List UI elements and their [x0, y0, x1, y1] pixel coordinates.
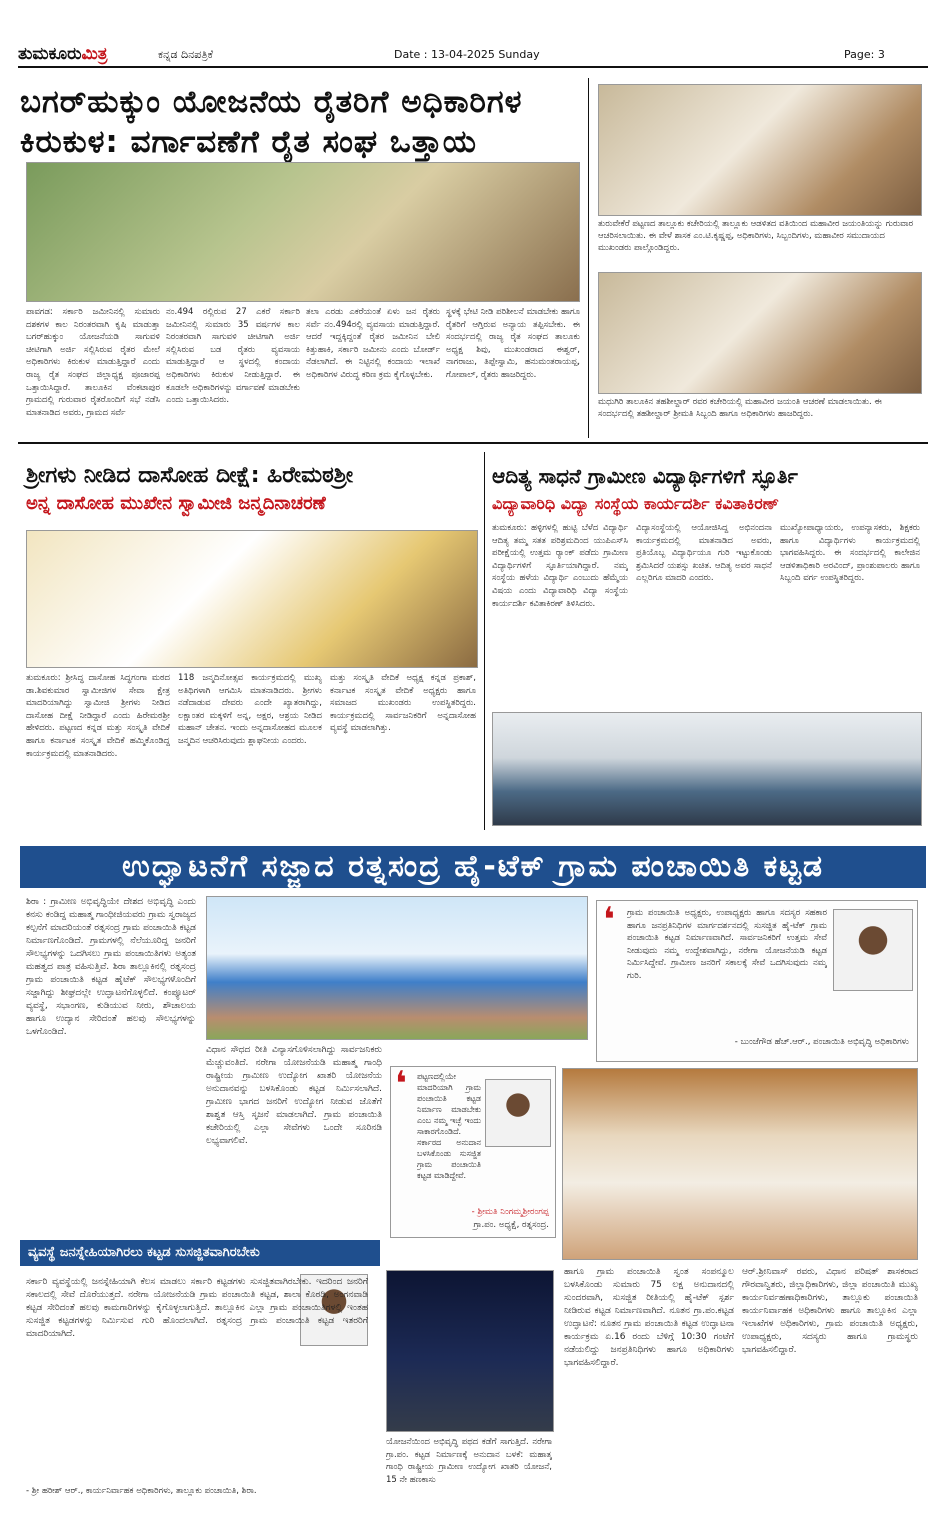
farmers-group-photo [26, 162, 580, 302]
story1-headline: ಬಗರ್‌ಹುಕ್ಕುಂ ಯೋಜನೆಯ ರೈತರಿಗೆ ಅಧಿಕಾರಿಗಳ ಕಿರುಕುಳ: ವರ್ಗಾವಣೆಗೆ ರೈತ ಸಂಘ ಒತ್ತಾಯ [20, 84, 523, 160]
story4-col2: ವಿಧಾನ ಸೌಧದ ರೀತಿ ವಿನ್ಯಾಸಗೊಳಿಸಲಾಗಿದ್ದು ಸಾರ್ವಜನಿಕರು ಮೆಚ್ಚುವಂತಿದೆ. ನರೇಗಾ ಯೋಜನೆಯಡಿ ಮಹಾತ್ಮ ಗಾಂಧಿ ರಾಷ್ಟ್ರೀಯ ಗ್ರಾಮೀಣ ಉದ್ಯೋಗ ಖಾತರಿ ಯೋಜನೆಯ ಅನುದಾನವನ್ನು ಬಳಸಿಕೊಂಡು ಕಟ್ಟಡ ನಿರ್ಮಿಸಲಾಗಿದೆ. ಗ್ರಾಮೀಣ ಭಾಗದ ಜನರಿಗೆ ಉದ್ಯೋಗ ನೀಡುವ ಜೊತೆಗೆ ಶಾಶ್ವತ ಆಸ್ತಿ ಸೃಜನೆ ಮಾಡಲಾಗಿದೆ. ಗ್ರಾಮ ಪಂಚಾಯಿತಿ ಕಚೇರಿಯಲ್ಲಿ ಎಲ್ಲಾ ಸೇವೆಗಳು ಒಂದೇ ಸೂರಿನಡಿ ಲಭ್ಯವಾಗಲಿವೆ. [206, 1045, 382, 1146]
story1-col3: ತಲಾ ಎರಡು ಎಕರೆಯಂತೆ ಏಳು ಜನ ರೈತರು ಸರ್ವೆ ನಂ.494ರಲ್ಲಿ ವ್ಯವಸಾಯ ಮಾಡುತ್ತಿದ್ದಾರೆ. ಆದರೆ ಇದ್ದಕ್ಕಿದ್ದಂತೆ ರೈತರ ಜಮೀನಿನ ಬೇಲಿ ಕಿತ್ತುಹಾಕಿ, ಸರ್ಕಾರಿ ಜಮೀನು ಎಂದು ಬೋರ್ಡ್ ನೆಡಲಾಗಿದೆ. ಈ ನಿಟ್ಟಿನಲ್ಲಿ ಕಂದಾಯ ಇಲಾಖೆ ಅಧಿಕಾರಿಗಳ ವಿರುದ್ಧ ಕಠಿಣ ಕ್ರಮ ಕೈಗೊಳ್ಳಬೇಕು. [306, 307, 440, 380]
quote-mark-icon: ❛ [603, 900, 615, 940]
story1-col4: ಸ್ಥಳಕ್ಕೆ ಭೇಟಿ ನೀಡಿ ಪರಿಶೀಲನೆ ಮಾಡಬೇಕು ಹಾಗೂ ರೈತರಿಗೆ ಆಗ್ತಿರುವ ಅನ್ಯಾಯ ತಪ್ಪಿಸಬೇಕು. ಈ ಸಂದರ್ಭದಲ್ಲಿ ರಾಜ್ಯ ರೈತ ಸಂಘದ ತಾಲೂಕು ಅಧ್ಯಕ್ಷ ಶಿವು, ಮುಖಂಡರಾದ ಈಶ್ವರ್, ನಾಗರಾಜು, ತಿಪ್ಪೇಸ್ವಾಮಿ, ಹನುಮಂತರಾಯಪ್ಪ, ಗೋಪಾಲ್, ರೈತರು ಹಾಜರಿದ್ದರು. [446, 307, 580, 380]
pdo-quote-box [596, 900, 918, 1062]
story3-headline: ಆದಿತ್ಯ ಸಾಧನೆ ಗ್ರಾಮೀಣ ವಿದ್ಯಾರ್ಥಿಗಳಿಗೆ ಸ್ಫೂರ್ತಿ [492, 464, 798, 488]
story3-col3: ಮುಖ್ಯೋಪಾಧ್ಯಾಯರು, ಉಪನ್ಯಾಸಕರು, ಶಿಕ್ಷಕರು ಹಾಗೂ ವಿದ್ಯಾರ್ಥಿಗಳು ಕಾರ್ಯಕ್ರಮದಲ್ಲಿ ಭಾಗವಹಿಸಿದ್ದರು. ಈ ಸಂದರ್ಭದಲ್ಲಿ ಕಾಲೇಜಿನ ಆಡಳಿತಾಧಿಕಾರಿ ಅರವಿಂದ್, ಪ್ರಾಂಶುಪಾಲರು ಹಾಗೂ ಸಿಬ್ಬಂದಿ ವರ್ಗ ಉಪಸ್ಥಿತರಿದ್ದರು. [780, 523, 920, 584]
story6-col2: ಆರ್.ಶ್ರೀನಿವಾಸ್ ರವರು, ವಿಧಾನ ಪರಿಷತ್ ಶಾಸಕರಾದ ಗೌರವಾನ್ವಿತರು, ಜಿಲ್ಲಾಧಿಕಾರಿಗಳು, ಜಿಲ್ಲಾ ಪಂಚಾಯಿತಿ ಮುಖ್ಯ ಕಾರ್ಯನಿರ್ವಹಣಾಧಿಕಾರಿಗಳು, ತಾಲ್ಲೂಕು ಪಂಚಾಯಿತಿ ಕಾರ್ಯನಿರ್ವಾಹಕ ಅಧಿಕಾರಿಗಳು ಹಾಗೂ ತಾಲ್ಲೂಕಿನ ಎಲ್ಲಾ ಇಲಾಖೆಗಳ ಅಧಿಕಾರಿಗಳು, ಗ್ರಾಮ ಪಂಚಾಯಿತಿ ಅಧ್ಯಕ್ಷರು, ಉಪಾಧ್ಯಕ್ಷರು, ಸದಸ್ಯರು ಹಾಗೂ ಗ್ರಾಮಸ್ಥರು ಭಾಗವಹಿಸಲಿದ್ದಾರೆ. [742, 1267, 918, 1355]
story2-col3: ಮತ್ತು ಸಂಸ್ಕೃತಿ ವೇದಿಕೆ ಅಧ್ಯಕ್ಷ ಕನ್ನಡ ಪ್ರಕಾಶ್, ಕರ್ನಾಟಕ ಸಂಸ್ಕೃತ ವೇದಿಕೆ ಅಧ್ಯಕ್ಷರು ಹಾಗೂ ಸಮಾಜದ ಮುಖಂಡರು ಉಪಸ್ಥಿತರಿದ್ದರು. ಕಾರ್ಯಕ್ರಮದಲ್ಲಿ ಸಾರ್ವಜನಿಕರಿಗೆ ಅನ್ನದಾಸೋಹ ವ್ಯವಸ್ಥೆ ಮಾಡಲಾಗಿತ್ತು. [330, 673, 476, 734]
photo2-caption: ಮಧುಗಿರಿ ತಾಲೂಕಿನ ತಹಶೀಲ್ದಾರ್ ರವರ ಕಚೇರಿಯಲ್ಲಿ ಮಹಾವೀರ ಜಯಂತಿ ಆಚರಣೆ ಮಾಡಲಾಯಿತು. ಈ ಸಂದರ್ಭದಲ್ಲಿ ತಹಶೀಲ್ದಾರ್ ಶ್ರೀಮತಿ ಸಿಬ್ಬಂದಿ ಹಾಗೂ ಅಧಿಕಾರಿಗಳು ಹಾಜರಿದ್ದರು. [598, 397, 882, 419]
column-divider-2 [484, 452, 485, 830]
story5-headline: ವ್ಯವಸ್ಥೆ ಜನಸ್ನೇಹಿಯಾಗಿರಲು ಕಟ್ಟಡ ಸುಸಜ್ಜಿತವಾಗಿರಬೇಕು [20, 1240, 380, 1266]
pdo-portrait [833, 909, 913, 991]
story2-col1: ತುಮಕೂರು: ಶ್ರೀಸಿದ್ಧ ದಾಸೋಹ ಸಿದ್ಧಗಂಗಾ ಮಠದ ಡಾ.ಶಿವಕುಮಾರ ಸ್ವಾಮೀಜಿಗಳ ಸೇವಾ ಕ್ಷೇತ್ರ ಮಾದರಿಯಾಗಿದ್ದು ಸ್ವಾಮೀಜಿ ಶ್ರೀಗಳು ನೀಡಿದ ದಾಸೋಹ ದೀಕ್ಷೆ ನೀಡಿದ್ದಾರೆ ಎಂದು ಹಿರೇಮಠಶ್ರೀ ಹೇಳಿದರು. ಪಟ್ಟಣದ ಕನ್ನಡ ಮತ್ತು ಸಂಸ್ಕೃತಿ ವೇದಿಕೆ ಹಾಗೂ ಕರ್ನಾಟಕ ಸಂಸ್ಕೃತ ವೇದಿಕೆ ಹಮ್ಮಿಕೊಂಡಿದ್ದ ಕಾರ್ಯಕ್ರಮದಲ್ಲಿ ಮಾತನಾಡಿದರು. [26, 673, 170, 759]
panchayat-building-photo [206, 896, 588, 1040]
story6-col1: ಹಾಗೂ ಗ್ರಾಮ ಪಂಚಾಯಿತಿ ಸ್ವಂತ ಸಂಪನ್ಮೂಲ ಬಳಸಿಕೊಂಡು ಸುಮಾರು 75 ಲಕ್ಷ ಅನುದಾನದಲ್ಲಿ ಸುಂದರವಾಗಿ, ಸುಸಜ್ಜಿತ ರೀತಿಯಲ್ಲಿ ಹೈ-ಟೆಕ್ ಸ್ಪರ್ಶ ನೀಡಿರುವ ಕಟ್ಟಡ ನಿರ್ಮಾಣವಾಗಿದೆ. ನೂತನ ಗ್ರಾ.ಪಂ.ಕಟ್ಟಡ ಉದ್ಘಾಟನೆ: ನೂತನ ಗ್ರಾಮ ಪಂಚಾಯಿತಿ ಕಟ್ಟಡ ಉದ್ಘಾಟನಾ ಕಾರ್ಯಕ್ರಮ ಏ.16 ರಂದು ಬೆಳಿಗ್ಗೆ 10:30 ಗಂಟೆಗೆ ನಡೆಯಲಿದ್ದು ಜನಪ್ರತಿನಿಧಿಗಳು ಹಾಗೂ ಅಧಿಕಾರಿಗಳು ಭಾಗವಹಿಸಲಿದ್ದಾರೆ. [564, 1267, 734, 1368]
president-designation: ಗ್ರಾ.ಪಂ. ಅಧ್ಯಕ್ಷೆ, ರತ್ನಸಂದ್ರ. [473, 1220, 549, 1230]
story5-signature: - ಶ್ರೀ ಹರೀಶ್ ಆರ್., ಕಾರ್ಯನಿರ್ವಾಹಕ ಅಧಿಕಾರಿಗಳು, ತಾಲ್ಲೂಕು ಪಂಚಾಯಿತಿ, ಶಿರಾ. [26, 1486, 257, 1496]
newspaper-name: ತುಮಕೂರುಮಿತ್ರ [18, 44, 108, 64]
meeting-hall-photo [562, 1068, 918, 1260]
story4-col1: ಶಿರಾ : ಗ್ರಾಮೀಣ ಅಭಿವೃದ್ಧಿಯೇ ದೇಶದ ಅಭಿವೃದ್ಧಿ ಎಂದು ಕನಸು ಕಂಡಿದ್ದ ಮಹಾತ್ಮ ಗಾಂಧೀಜಿಯವರು ಗ್ರಾಮ ಸ್ವರಾಜ್ಯದ ಕಲ್ಪನೆಗೆ ಮಾದರಿಯಂತೆ ರತ್ನಸಂದ್ರ ಗ್ರಾಮ ಪಂಚಾಯಿತಿ ಕಟ್ಟಡ ನಿರ್ಮಾಣಗೊಂಡಿದೆ. ಗ್ರಾಮಗಳಲ್ಲಿ ನೆಲೆಯೂರಿದ್ದ ಜನರಿಗೆ ಸೌಲಭ್ಯಗಳನ್ನು ಒದಗಿಸಲು ಗ್ರಾಮ ಪಂಚಾಯಿತಿಗಳು ಅತ್ಯಂತ ಮಹತ್ವದ ಪಾತ್ರ ವಹಿಸುತ್ತಿವೆ. ಶಿರಾ ತಾಲ್ಲೂಕಿನಲ್ಲಿ ರತ್ನಸಂದ್ರ ಗ್ರಾಮ ಪಂಚಾಯಿತಿ ಕಟ್ಟಡ ಹೈಟೆಕ್ ಸೌಲಭ್ಯಗಳೊಂದಿಗೆ ಸಜ್ಜಾಗಿದ್ದು ಶೀಘ್ರದಲ್ಲೇ ಉದ್ಘಾಟನೆಗೊಳ್ಳಲಿದೆ. ಕಂಪ್ಯೂಟರ್ ವ್ಯವಸ್ಥೆ, ಸಭಾಂಗಣ, ಕುಡಿಯುವ ನೀರು, ಶೌಚಾಲಯ ಹಾಗೂ ಉದ್ಯಾನ ಸೇರಿದಂತೆ ಹಲವು ಸೌಲಭ್ಯಗಳನ್ನು ಒಳಗೊಂಡಿದೆ. [26, 897, 196, 1037]
column-divider [588, 78, 589, 438]
president-signature: - ಶ್ರೀಮತಿ ನಿಂಗಮ್ಮಶ್ರೀರಂಗಪ್ಪ [471, 1207, 549, 1217]
quote-mark-icon-2: ❛ [395, 1064, 407, 1104]
pdo-quote-text: ಗ್ರಾಮ ಪಂಚಾಯಿತಿ ಅಧ್ಯಕ್ಷರು, ಉಪಾಧ್ಯಕ್ಷರು ಹಾಗೂ ಸದಸ್ಯರ ಸಹಕಾರ ಹಾಗೂ ಜನಪ್ರತಿನಿಧಿಗಳ ಮಾರ್ಗದರ್ಶನದಲ್ಲಿ ಸುಸಜ್ಜಿತ ಹೈ-ಟೆಕ್ ಗ್ರಾಮ ಪಂಚಾಯಿತಿ ಕಟ್ಟಡ ನಿರ್ಮಾಣವಾಗಿದೆ. ಸಾರ್ವಜನಿಕರಿಗೆ ಉತ್ತಮ ಸೇವೆ ನೀಡುವುದು ನಮ್ಮ ಉದ್ದೇಶವಾಗಿದ್ದು, ನರೇಗಾ ಯೋಜನೆಯಡಿ ಕಟ್ಟಡ ನಿರ್ಮಿಸಿದ್ದೇವೆ. ಗ್ರಾಮೀಣ ಜನರಿಗೆ ಸಕಾಲಕ್ಕೆ ಸೇವೆ ಒದಗಿಸುವುದು ನಮ್ಮ ಗುರಿ. [627, 908, 827, 981]
story3-col1: ತುಮಕೂರು: ಹಳ್ಳಿಗಳಲ್ಲಿ ಹುಟ್ಟಿ ಬೆಳೆದ ವಿದ್ಯಾರ್ಥಿ ಆದಿತ್ಯ ತಮ್ಮ ಸತತ ಪರಿಶ್ರಮದಿಂದ ಯುಪಿಎಸ್‌ಸಿ ಪರೀಕ್ಷೆಯಲ್ಲಿ ಉತ್ತಮ ರ‍್ಯಾಂಕ್ ಪಡೆದು ಗ್ರಾಮೀಣ ವಿದ್ಯಾರ್ಥಿಗಳಿಗೆ ಸ್ಫೂರ್ತಿಯಾಗಿದ್ದಾರೆ. ನಮ್ಮ ಸಂಸ್ಥೆಯ ಹಳೆಯ ವಿದ್ಯಾರ್ಥಿ ಎಂಬುದು ಹೆಮ್ಮೆಯ ವಿಷಯ ಎಂದು ವಿದ್ಯಾವಾರಿಧಿ ವಿದ್ಯಾ ಸಂಸ್ಥೆಯ ಕಾರ್ಯದರ್ಶಿ ಕವಿತಾಕಿರಣ್ ತಿಳಿಸಿದರು. [492, 523, 628, 609]
masthead-rule [18, 66, 928, 68]
story1-col2: ನಂ.494 ರಲ್ಲಿರುವ 27 ಎಕರೆ ಸರ್ಕಾರಿ ಜಮೀನಿನಲ್ಲಿ ಸುಮಾರು 35 ವರ್ಷಗಳ ಕಾಲ ನಿರಂತರವಾಗಿ ಸಾಗುವಳಿ ಚೀಟಿಗಾಗಿ ಅರ್ಜಿ ಸಲ್ಲಿಸಿರುವ ಬಡ ರೈತರು ವ್ಯವಸಾಯ ಮಾಡುತ್ತಿದ್ದಾರೆ ಆ ಸ್ಥಳದಲ್ಲಿ ಕಂದಾಯ ಅಧಿಕಾರಿಗಳು ಕಿರುಕುಳ ನೀಡುತ್ತಿದ್ದಾರೆ. ಈ ಕೂಡಲೇ ಅಧಿಕಾರಿಗಳನ್ನು ವರ್ಗಾವಣೆ ಮಾಡಬೇಕು ಎಂದು ಒತ್ತಾಯಿಸಿದರು. [166, 307, 300, 406]
president-portrait [485, 1079, 551, 1147]
page-number: Page: 3 [844, 48, 885, 61]
story2-headline: ಶ್ರೀಗಳು ನೀಡಿದ ದಾಸೋಹ ದೀಕ್ಷೆ: ಹಿರೇಮಠಶ್ರೀ [26, 463, 354, 488]
story3-subhead: ವಿದ್ಯಾವಾರಿಧಿ ವಿದ್ಯಾ ಸಂಸ್ಥೆಯ ಕಾರ್ಯದರ್ಶಿ ಕವಿತಾಕಿರಣ್ [492, 494, 779, 513]
newspaper-tagline: ಕನ್ನಡ ದಿನಪತ್ರಿಕೆ [158, 48, 214, 61]
photo1-caption: ತುರುವೇಕೆರೆ ಪಟ್ಟಣದ ತಾಲ್ಲೂಕು ಕಚೇರಿಯಲ್ಲಿ ತಾಲ್ಲೂಕು ಆಡಳಿತದ ವತಿಯಿಂದ ಮಹಾವೀರ ಜಯಂತಿಯನ್ನು ಗುರುವಾರ ಆಚರಿಸಲಾಯಿತು. ಈ ವೇಳೆ ಶಾಸಕ ಎಂ.ಟಿ.ಕೃಷ್ಣಪ್ಪ, ಅಧಿಕಾರಿಗಳು, ಸಿಬ್ಬಂದಿಗಳು, ಮಹಾವೀರ ಸಮುದಾಯದ ಮುಖಂಡರು ಪಾಲ್ಗೊಂಡಿದ್ದರು. [598, 219, 914, 253]
issue-date: Date : 13-04-2025 Sunday [394, 48, 540, 61]
story6-caption: ಯೋಜನೆಯಿಂದ ಅಭಿವೃದ್ಧಿ ಪಥದ ಕಡೆಗೆ ಸಾಗುತ್ತಿದೆ. ನರೇಗಾ ಗ್ರಾ.ಪಂ. ಕಟ್ಟಡ ನಿರ್ಮಾಣಕ್ಕೆ ಅನುದಾನ ಬಳಕೆ: ಮಹಾತ್ಮ ಗಾಂಧಿ ರಾಷ್ಟ್ರೀಯ ಗ್ರಾಮೀಣ ಉದ್ಯೋಗ ಖಾತರಿ ಯೋಜನೆ, 15 ನೇ ಹಣಕಾಸು [386, 1437, 552, 1485]
story1-col1: ಪಾವಗಡ: ಸರ್ಕಾರಿ ಜಮೀನಿನಲ್ಲಿ ಸುಮಾರು ದಶಕಗಳ ಕಾಲ ನಿರಂತರವಾಗಿ ಕೃಷಿ ಮಾಡುತ್ತಾ ಬಗರ್‌ಹುಕ್ಕುಂ ಯೋಜನೆಯಡಿ ಸಾಗುವಳಿ ಚೀಟಿಗಾಗಿ ಅರ್ಜಿ ಸಲ್ಲಿಸಿರುವ ರೈತರ ಮೇಲೆ ಅಧಿಕಾರಿಗಳು ಕಿರುಕುಳ ಮಾಡುತ್ತಿದ್ದಾರೆ ಎಂದು ರಾಜ್ಯ ರೈತ ಸಂಘದ ಜಿಲ್ಲಾಧ್ಯಕ್ಷ ಪೂಜಾರಪ್ಪ ಒತ್ತಾಯಿಸಿದ್ದಾರೆ. ತಾಲೂಕಿನ ವೆಂಕಟಾಪುರ ಗ್ರಾಮದಲ್ಲಿ ಗುರುವಾರ ರೈತರೊಂದಿಗೆ ಸಭೆ ನಡೆಸಿ ಮಾತನಾಡಿದ ಅವರು, ಗ್ರಾಮದ ಸರ್ವೆ [26, 307, 160, 418]
mahaveer-jayanti-photo-2 [598, 272, 922, 394]
story2-subhead: ಅನ್ನ ದಾಸೋಹ ಮುಖೇನ ಸ್ವಾಮೀಜಿ ಜನ್ಮದಿನಾಚರಣೆ [26, 493, 326, 514]
story3-col2: ವಿದ್ಯಾಸಂಸ್ಥೆಯಲ್ಲಿ ಆಯೋಜಿಸಿದ್ದ ಅಭಿನಂದನಾ ಕಾರ್ಯಕ್ರಮದಲ್ಲಿ ಮಾತನಾಡಿದ ಅವರು, ಪ್ರತಿಯೊಬ್ಬ ವಿದ್ಯಾರ್ಥಿಯೂ ಗುರಿ ಇಟ್ಟುಕೊಂಡು ಶ್ರಮಿಸಿದರೆ ಯಶಸ್ಸು ಖಚಿತ. ಆದಿತ್ಯ ಅವರ ಸಾಧನೆ ಎಲ್ಲರಿಗೂ ಮಾದರಿ ಎಂದರು. [636, 523, 772, 584]
main-banner-headline: ಉದ್ಘಾಟನೆಗೆ ಸಜ್ಜಾದ ರತ್ನಸಂದ್ರ ಹೈ-ಟೆಕ್ ಗ್ರಾಮ ಪಂಚಾಯಿತಿ ಕಟ್ಟಡ [20, 846, 926, 888]
president-quote-text: ಪಟ್ಟಣದಲ್ಲಿಯೇ ಮಾದರಿಯಾಗಿ ಗ್ರಾಮ ಪಂಚಾಯಿತಿ ಕಟ್ಟಡ ನಿರ್ಮಾಣ ಮಾಡಬೇಕು ಎಂಬ ನಮ್ಮ ಇಚ್ಛೆ ಇಂದು ಸಾಕಾರಗೊಂಡಿದೆ. ಸರ್ಕಾರದ ಅನುದಾನ ಬಳಸಿಕೊಂಡು ಸುಸಜ್ಜಿತ ಗ್ರಾಮ ಪಂಚಾಯಿತಿ ಕಟ್ಟಡ ಮಾಡಿದ್ದೇವೆ. [417, 1072, 481, 1180]
story2-col2: 118 ಜನ್ಮದಿನೋತ್ಸವ ಕಾರ್ಯಕ್ರಮದಲ್ಲಿ ಮುಖ್ಯ ಅತಿಥಿಗಳಾಗಿ ಆಗಮಿಸಿ ಮಾತನಾಡಿದರು. ಶ್ರೀಗಳು ನಡೆದಾಡುವ ದೇವರು ಎಂದೇ ಖ್ಯಾತರಾಗಿದ್ದು, ಲಕ್ಷಾಂತರ ಮಕ್ಕಳಿಗೆ ಅನ್ನ, ಅಕ್ಷರ, ಆಶ್ರಯ ನೀಡಿದ ಮಹಾನ್ ಚೇತನ. ಇಂದು ಅನ್ನದಾಸೋಹದ ಮೂಲಕ ಜನ್ಮದಿನ ಆಚರಿಸಿರುವುದು ಶ್ಲಾಘನೀಯ ಎಂದರು. [178, 673, 322, 746]
swamiji-birthday-photo [26, 530, 478, 668]
building-night-photo [386, 1270, 554, 1432]
pdo-quote-signature: - ಬುಂಜೆಗೌಡ ಹೆಚ್.ಆರ್., ಪಂಚಾಯಿತಿ ಅಭಿವೃದ್ಧಿ ಅಧಿಕಾರಿಗಳು [734, 1037, 909, 1047]
story5-body: ಸರ್ಕಾರಿ ವ್ಯವಸ್ಥೆಯಲ್ಲಿ ಜನಸ್ನೇಹಿಯಾಗಿ ಕೆಲಸ ಮಾಡಲು ಸರ್ಕಾರಿ ಕಟ್ಟಡಗಳು ಸುಸಜ್ಜಿತವಾಗಿರಬೇಕು. ಇದರಿಂದ ಜನರಿಗೆ ಸಕಾಲದಲ್ಲಿ ಸೇವೆ ದೊರೆಯುತ್ತದೆ. ನರೇಗಾ ಯೋಜನೆಯಡಿ ಗ್ರಾಮ ಪಂಚಾಯಿತಿ ಕಟ್ಟಡ, ಶಾಲಾ ಕೊಠಡಿ, ಅಂಗನವಾಡಿ ಕಟ್ಟಡ ಸೇರಿದಂತೆ ಹಲವು ಕಾಮಗಾರಿಗಳನ್ನು ಕೈಗೊಳ್ಳಲಾಗುತ್ತಿದೆ. ತಾಲ್ಲೂಕಿನ ಎಲ್ಲಾ ಗ್ರಾಮ ಪಂಚಾಯಿತಿಗಳಲ್ಲಿ ಇಂತಹ ಸುಸಜ್ಜಿತ ಕಟ್ಟಡಗಳನ್ನು ನಿರ್ಮಿಸುವ ಗುರಿ ಹೊಂದಲಾಗಿದೆ. ರತ್ನಸಂದ್ರ ಗ್ರಾಮ ಪಂಚಾಯಿತಿ ಕಟ್ಟಡ ಇತರರಿಗೆ ಮಾದರಿಯಾಗಿದೆ. [26, 1277, 368, 1339]
president-quote-box [390, 1066, 556, 1238]
college-felicitation-photo [492, 712, 922, 826]
mahaveer-jayanti-photo-1 [598, 84, 922, 216]
section-rule [18, 442, 928, 444]
